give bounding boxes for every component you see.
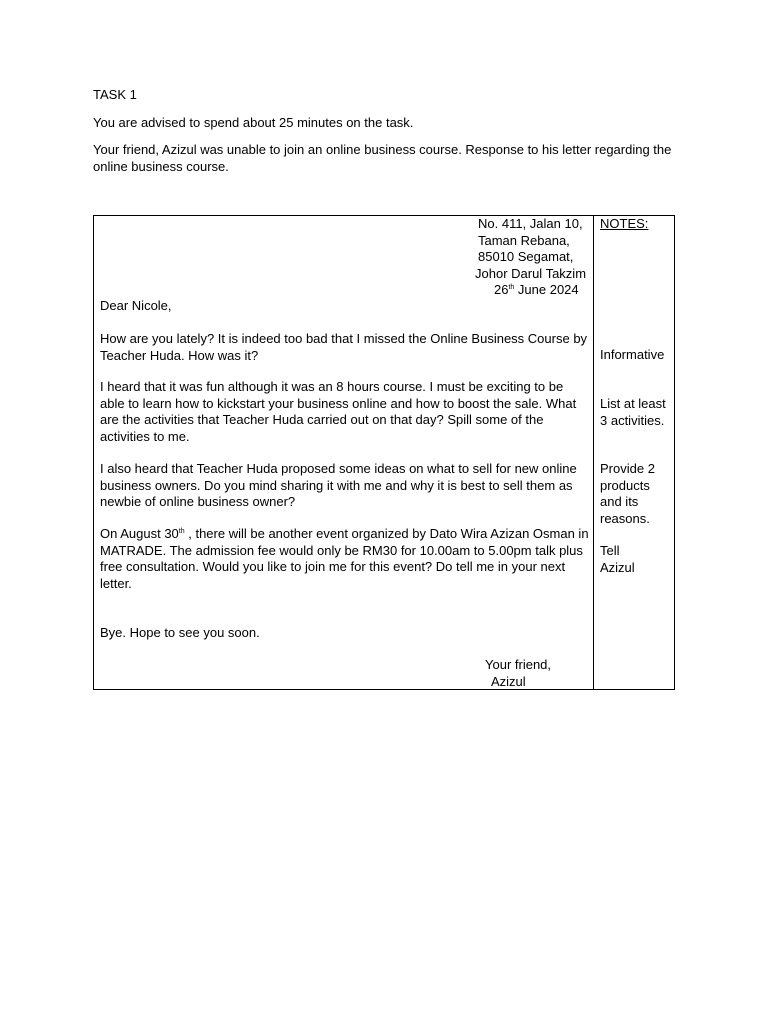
letter-paragraph-1: How are you lately? It is indeed too bad that I missed the Online Business Course by Teacher Huda. How was it?	[100, 331, 588, 363]
note-activities-line-2: 3 activities.	[600, 412, 665, 428]
note-tell-line-2: Azizul	[600, 559, 635, 575]
note-products-line-1: Provide 2	[600, 461, 655, 476]
letter-paragraph-2: I heard that it was fun although it was an 8 hours course. I must be exciting to be able to learn how to kickstart your business online and how to boost the sale. What are the activities that Teacher Huda carried out on that day? Spill some of the activities to me.	[100, 379, 577, 444]
task-advice: You are advised to spend about 25 minutes on the task.	[93, 115, 414, 130]
address-line-3: 85010 Segamat,	[478, 249, 574, 264]
note-tell-line-1: Tell	[600, 543, 620, 558]
note-activities-line-1: List at least	[600, 396, 666, 411]
date-month-year: June 2024	[514, 282, 579, 297]
para4-start: On August 30	[100, 526, 179, 541]
notes-heading: NOTES:	[600, 216, 649, 231]
note-products-line-3: and its	[600, 494, 639, 509]
task-title: TASK 1	[93, 87, 137, 102]
letter-signoff: Your friend,	[485, 657, 552, 672]
letter-greeting: Dear Nicole,	[100, 298, 172, 313]
note-products-line-4: reasons.	[600, 510, 650, 526]
note-products-line-2: products	[600, 477, 650, 493]
letter-paragraph-3: I also heard that Teacher Huda proposed some ideas on what to sell for new online business owners. Do you mind sharing it with me and why it is best to sell them as newbie of online business owner?	[100, 461, 577, 509]
note-informative: Informative	[600, 347, 665, 362]
column-divider	[593, 216, 594, 689]
para4-rest: , there will be another event organized by Dato Wira Azizan Osman in MATRADE. The admission fee would only be RM30 for 10.00am to 5.00pm talk plus free consultation. Would you like to join me for this event? Do tell me in your next letter.	[100, 526, 589, 591]
date-suffix: th	[508, 284, 515, 291]
para4-suffix: th	[178, 528, 185, 535]
address-line-1: No. 411, Jalan 10,	[478, 216, 583, 231]
letter-paragraph-4	[100, 526, 590, 592]
letter-closing-line: Bye. Hope to see you soon.	[100, 625, 260, 640]
letter-date	[494, 282, 579, 299]
task-instruction: Your friend, Azizul was unable to join an online business course. Response to his letter regarding the online business course.	[93, 142, 675, 174]
address-line-4: Johor Darul Takzim	[475, 265, 587, 281]
letter-signature: Azizul	[491, 674, 526, 689]
address-line-2: Taman Rebana,	[478, 232, 570, 248]
letter-table	[93, 215, 675, 690]
date-day: 26	[494, 282, 509, 297]
